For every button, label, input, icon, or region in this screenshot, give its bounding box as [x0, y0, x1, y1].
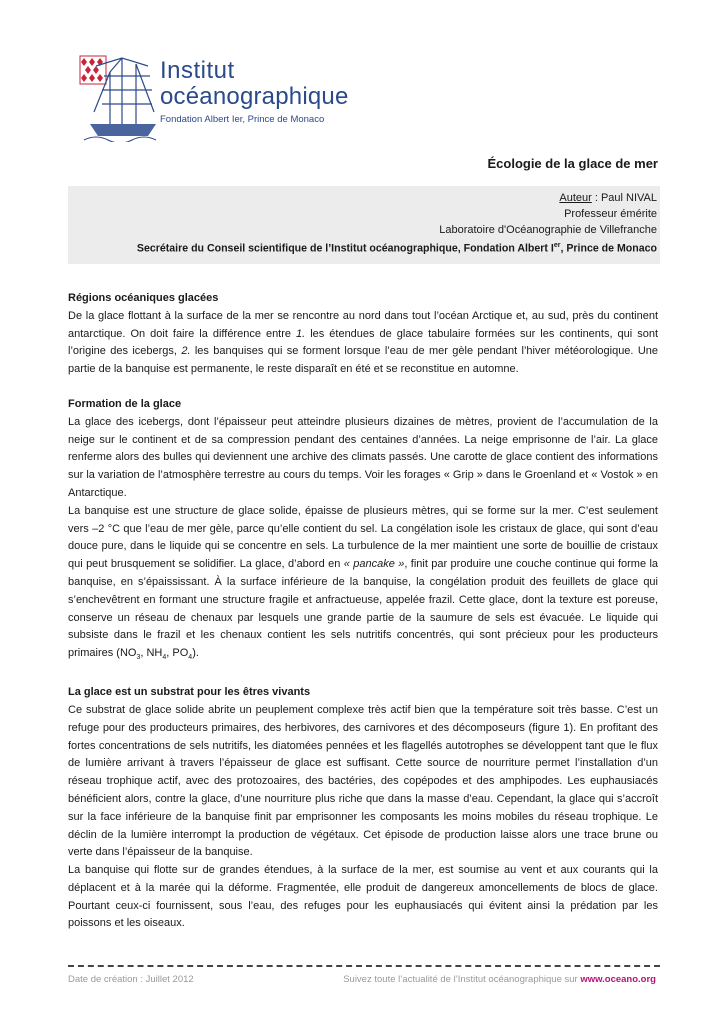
paragraph: La glace des icebergs, dont l’épaisseur peut atteindre plusieurs dizaines de mètres, provient de l’accumulation de la neige sur le continent et de sa compression pendant des centaines d’années. La neige emprisonne de l’air. La glace renferme alors des bulles qui deviennent une archive des climats passés. Une carotte de glace contient des informations sur la variation de l’atmosphère terrestre au cours du temps. Voir les forages « Grip » dans le Groenland et « Vostok » en Antarctique. [68, 415, 658, 499]
paragraph: Ce substrat de glace solide abrite un peuplement complexe très actif bien que la température soit très basse. C’est un refuge pour des producteurs primaires, des herbivores, des carnivores et des décomposeurs (figure 1). En profitant des fortes concentrations de sels nutritifs, les diatomées pennées et les flagellés autotrophes se développent tant que le flux de lumière arrivant à travers l’épaisseur de glace est suffisant. Cette source de nourriture permet l’installation d’un réseau trophique actif, avec des protozoaires, des bactéries, des copépodes et des amphipodes. Les euphausiacés bénéficient alors, contre la glace, d’une nourriture plus riche que dans la masse d’eau. Cependant, la glace qui s’accroît sur la face inférieure de la banquise finit par emprisonner les composants les moins mobiles du réseau trophique. Le déclin de la lumière interrompt la production de végétaux. Cet épisode de production laisse alors une trace brune ou verte dans l’épaisseur de la banquise. [68, 703, 658, 859]
article-body [68, 290, 658, 933]
website-link[interactable]: www.oceano.org [580, 974, 656, 985]
section-heading-regions: Régions océaniques glacées [68, 292, 219, 304]
ship-emblem-icon [76, 52, 160, 142]
paragraph: La banquise est une structure de glace solide, épaisse de plusieurs mètres, qui se forme sur la mer. C’est seulement vers –2 °C que l’eau de mer gèle, parce qu’elle contient du sel. La congélation isole les cristaux de glace, qui sont d’eau douce pure, dans le liquide qui se concentre en sels. La turbulence de la mer maintient une sorte de bouillie de cristaux qui peut brusquement se solidifier. La glace, d’abord en « pancake », finit par produire une couche continue qui forme la banquise, en s’épaississant. À la surface inférieure de la banquise, la congélation produit des feuillets de glace qui s’enchevêtrent en formant une structure fragile et anfractueuse, appelée frazil. Cette glace, dont la texture est poreuse, conserve un réseau de chenaux par lesquels une grande partie de la saumure de sels est évacuée. Le liquide qui subsiste dans le frazil et les chenaux contient les sels nutritifs concentrés, qui sont précieux pour les producteurs primaires ($NO_3$, $NH_4$, $PO_4$). [68, 504, 659, 662]
footer-follow: Suivez toute l’actualité de l’Institut océanographique sur www.oceano.org [343, 974, 656, 985]
author-secretary: Secrétaire du Conseil scientifique de l’Institut océanographique, Fondation Albert Ier, Prince de Monaco [136, 242, 657, 255]
footer-divider [68, 965, 660, 967]
author-line [68, 190, 660, 206]
section-heading-substrat: La glace est un substrat pour les êtres vivants [68, 686, 311, 699]
paragraph: De la glace flottant à la surface de la mer se rencontre au nord dans tout l’océan Arctique et, au sud, près du continent antarctique. On doit faire la différence entre 1. les étendues de glace tabulaire formées sur les continents, qui sont l’origine des icebergs, 2. les banquises qui se forment lorsque l’eau de mer gèle pendant l’hiver météorologique. Une partie de la banquise est permanente, le reste disparaît en été et se reconstitue en automne. [68, 309, 659, 376]
author-lab: Laboratoire d'Océanographie de Villefranche [439, 224, 657, 236]
creation-date: Date de création : Juillet 2012 [68, 974, 194, 985]
paragraph: La banquise qui flotte sur de grandes étendues, à la surface de la mer, est soumise au vent et aux courants qui la déplacent et à la marée qui la déforme. Fragmentée, elle produit de dangereux amoncellements de blocs de glace. Pourtant ceux-ci fournissent, sous l’eau, des refuges pour les euphausiacés qui évitent ainsi la prédation par les poissons et les oiseaux. [68, 864, 658, 930]
document-title: Écologie de la glace de mer [487, 156, 658, 171]
author-link[interactable]: Auteur [559, 192, 592, 204]
author-role: Professeur émérite [564, 208, 657, 220]
logo-line-institut: Institut [160, 57, 235, 84]
section-heading-formation: Formation de la glace [68, 397, 182, 410]
logo-line-fondation: Fondation Albert Ier, Prince de Monaco [160, 114, 325, 125]
author-box [68, 186, 660, 264]
author-name: : Paul NIVAL [591, 192, 657, 204]
logo-line-oceanographique: océanographique [160, 83, 349, 110]
institute-logo [76, 52, 349, 142]
